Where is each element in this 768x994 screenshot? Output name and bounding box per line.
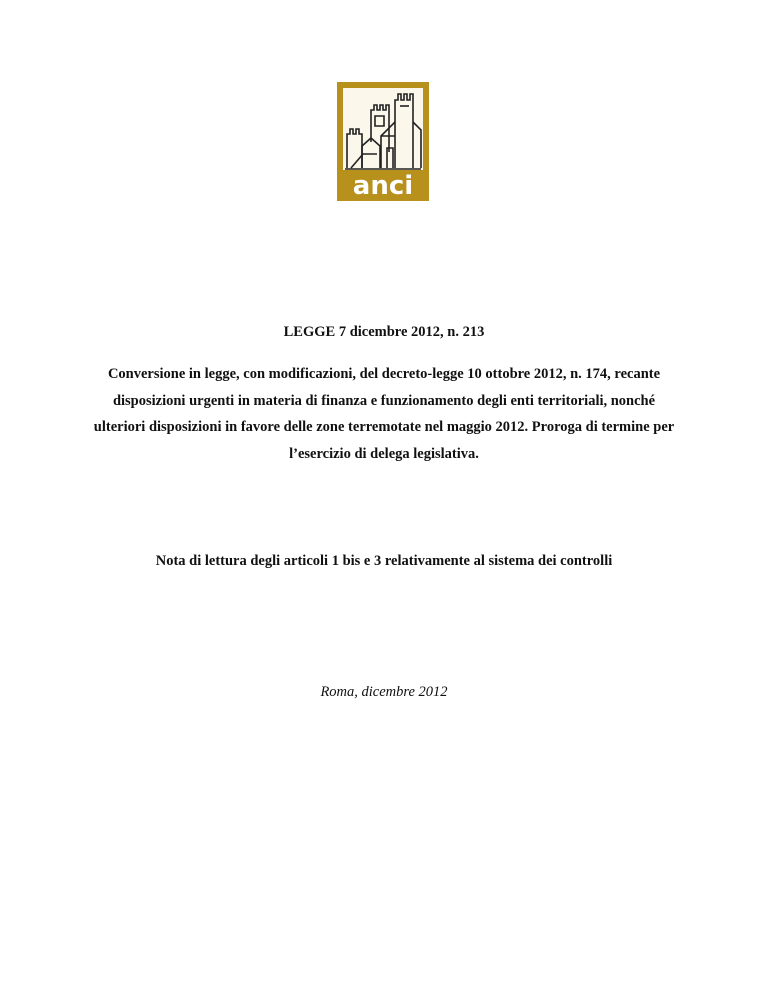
place-date: Roma, dicembre 2012	[320, 684, 448, 700]
law-subject	[60, 361, 708, 467]
law-subject-line: ulteriori disposizioni in favore delle zone terremotate nel maggio 2012. Proroga di termine per	[93, 419, 675, 435]
logo-panel	[343, 88, 423, 170]
reading-note-title: Nota di lettura degli articoli 1 bis e 3 relativamente al sistema dei controlli	[155, 553, 613, 569]
law-subject-line: l’esercizio di delega legislativa.	[289, 445, 479, 462]
law-subject-line: Conversione in legge, con modificazioni, del decreto-legge 10 ottobre 2012, n. 174, recante	[107, 366, 661, 382]
logo-text: anci	[352, 171, 414, 201]
anci-logo-graphic	[337, 82, 429, 201]
anci-logo	[337, 82, 429, 201]
law-title: LEGGE 7 dicembre 2012, n. 213	[283, 324, 485, 340]
law-subject-line: disposizioni urgenti in materia di finanza e funzionamento degli enti territoriali, nonché	[112, 392, 656, 409]
